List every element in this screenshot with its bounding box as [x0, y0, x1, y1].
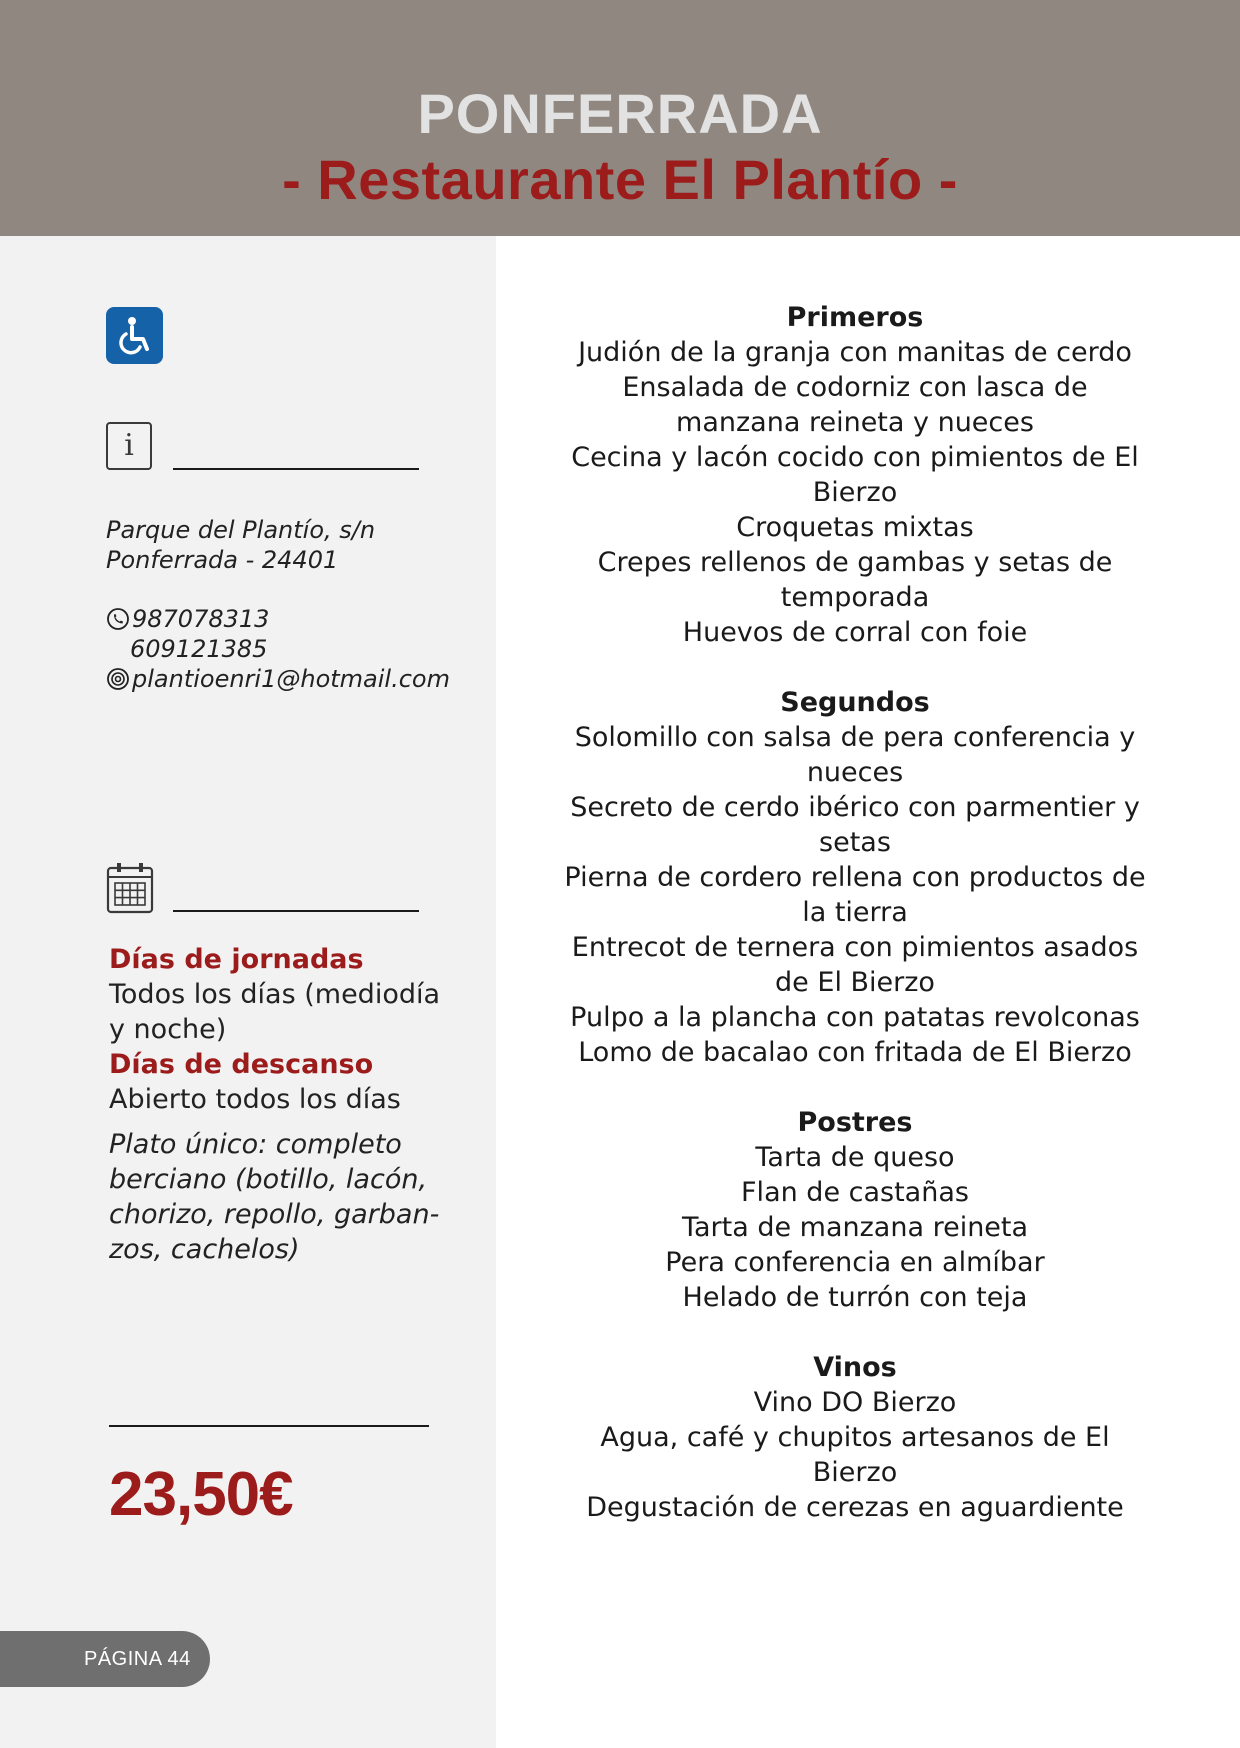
email-link[interactable]: plantioenri1@hotmail.com — [132, 665, 450, 693]
menu-section-title: Primeros — [786, 302, 924, 333]
phone-row — [106, 604, 486, 634]
menu-item: Crepes rellenos de gambas y setas de temporada — [597, 547, 1113, 613]
days-label: Días de jornadas — [109, 944, 364, 975]
phone-number[interactable]: 609121385 — [130, 635, 268, 663]
info-divider — [173, 468, 419, 470]
page-header — [0, 0, 1240, 236]
phone-number[interactable]: 987078313 — [132, 605, 270, 633]
calendar-icon — [106, 860, 154, 914]
email-icon — [106, 667, 130, 691]
address-line: Ponferrada - 24401 — [106, 546, 339, 574]
menu-item: Pera conferencia en almíbar — [665, 1247, 1045, 1278]
address-block — [106, 515, 476, 575]
menu-item: Pierna de cordero rellena con productos de la tierra — [564, 862, 1146, 928]
city-title: PONFERRADA — [417, 82, 823, 145]
special-note: Plato único: completo berciano (botillo, lacón, chorizo, repollo, garban-zos, cachelos) — [109, 1129, 440, 1265]
phone-icon — [106, 607, 130, 631]
calendar-divider — [173, 910, 419, 912]
menu-item: Tarta de manzana reineta — [681, 1212, 1029, 1243]
menu-list — [560, 300, 1150, 1560]
rest-label: Días de descanso — [109, 1049, 374, 1080]
menu-item: Entrecot de ternera con pimientos asados de El Bierzo — [571, 932, 1139, 998]
page-number-tab: PÁGINA 44 — [0, 1631, 210, 1687]
menu-item: Secreto de cerdo ibérico con parmentier y setas — [570, 792, 1140, 858]
restaurant-title: - Restaurante El Plantío - — [282, 148, 958, 211]
rest-value: Abierto todos los días — [109, 1084, 401, 1115]
menu-item: Huevos de corral con foie — [682, 617, 1028, 648]
menu-item: Degustación de cerezas en aguardiente — [586, 1492, 1124, 1523]
menu-item: Tarta de queso — [755, 1142, 955, 1173]
menu-item: Helado de turrón con teja — [682, 1282, 1028, 1313]
menu-section-title: Segundos — [780, 687, 930, 718]
menu-item: Vino DO Bierzo — [753, 1387, 957, 1418]
menu-item: Pulpo a la plancha con patatas revolconas — [570, 1002, 1140, 1033]
price-divider — [109, 1425, 429, 1427]
menu-item: Agua, café y chupitos artesanos de El Bierzo — [600, 1422, 1110, 1488]
contact-block — [106, 604, 486, 694]
menu-item: Ensalada de codorniz con lasca de manzana reineta y nueces — [622, 372, 1088, 438]
menu-section — [560, 685, 1150, 1070]
menu-item: Lomo de bacalao con fritada de El Bierzo — [578, 1037, 1132, 1068]
menu-section-title: Vinos — [813, 1352, 897, 1383]
menu-section — [560, 300, 1150, 650]
info-icon: i — [106, 422, 152, 470]
schedule-block — [109, 942, 449, 1267]
menu-item: Judión de la granja con manitas de cerdo — [578, 337, 1132, 368]
menu-item: Cecina y lacón cocido con pimientos de El Bierzo — [571, 442, 1139, 508]
menu-section — [560, 1105, 1150, 1315]
menu-item: Flan de castañas — [741, 1177, 969, 1208]
menu-item: Croquetas mixtas — [736, 512, 974, 543]
menu-section-title: Postres — [797, 1107, 913, 1138]
menu-section — [560, 1350, 1150, 1525]
email-row — [106, 664, 486, 694]
phone-row — [106, 634, 486, 664]
days-value: Todos los días (mediodía y noche) — [109, 979, 441, 1045]
address-line: Parque del Plantío, s/n — [106, 516, 376, 544]
wheelchair-icon — [106, 307, 163, 364]
menu-item: Solomillo con salsa de pera conferencia y nueces — [574, 722, 1136, 788]
menu-price: 23,50€ — [109, 1460, 293, 1529]
